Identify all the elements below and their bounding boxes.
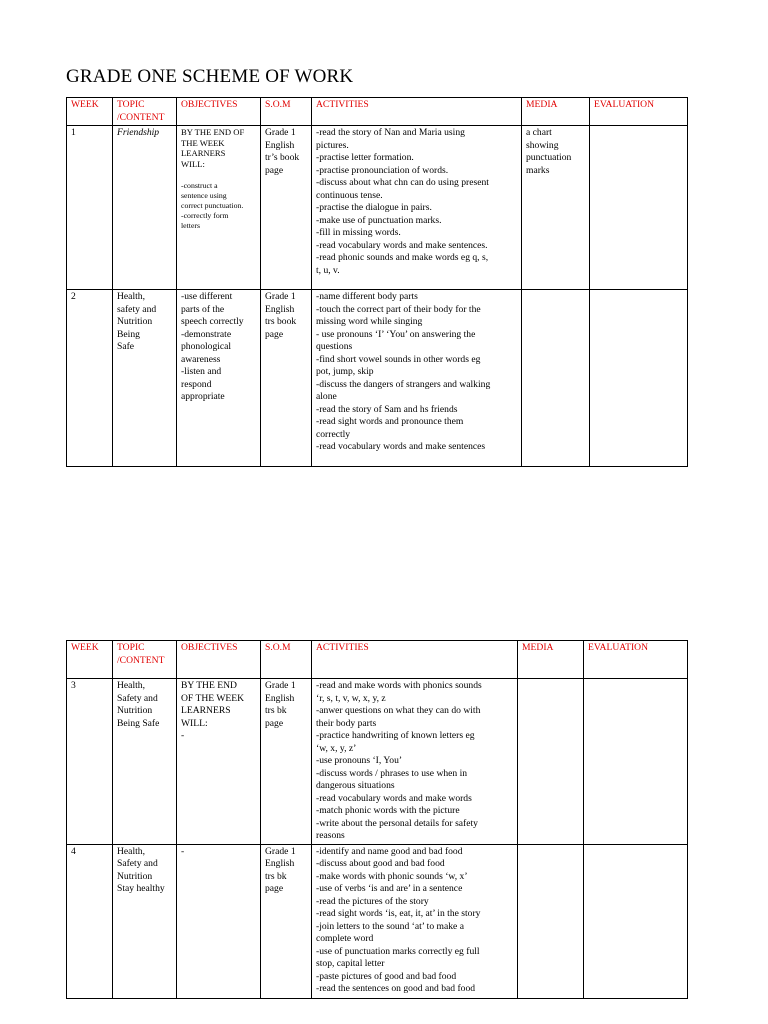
cell-line: their body parts bbox=[316, 717, 377, 729]
cell-line: -read the pictures of the story bbox=[316, 895, 429, 907]
cell-line: Health, bbox=[117, 680, 145, 691]
cell-line: dangerous situations bbox=[316, 780, 395, 791]
cell-line: Being bbox=[117, 328, 140, 340]
header-media: MEDIA bbox=[522, 98, 590, 126]
cell-line: Safe bbox=[117, 341, 135, 352]
cell-line: -match phonic words with the picture bbox=[316, 805, 460, 816]
header-evaluation: EVALUATION bbox=[584, 641, 688, 679]
cell-line: OF THE WEEK bbox=[181, 692, 245, 704]
cell-line: phonological bbox=[181, 341, 232, 352]
cell-line: -use different bbox=[181, 291, 233, 302]
cell-line: -name different body parts bbox=[316, 291, 418, 302]
cell-line: correct punctuation. bbox=[181, 201, 244, 210]
cell-line: speech correctly bbox=[181, 316, 244, 327]
cell-line: a chart bbox=[526, 127, 552, 138]
media-cell bbox=[518, 679, 584, 845]
objectives-cell bbox=[177, 290, 261, 467]
cell-line: BY THE END bbox=[181, 680, 237, 691]
table-row bbox=[67, 844, 688, 998]
cell-line: -read vocabulary words and make sentences bbox=[316, 441, 486, 452]
objectives-list bbox=[181, 181, 257, 231]
cell-line: ‘r, s, t, v, w, x, y, z bbox=[316, 692, 386, 704]
cell-line: -discuss words / phrases to use when in bbox=[316, 767, 468, 779]
cell-line: Grade 1 bbox=[265, 680, 296, 691]
som-cell bbox=[261, 844, 312, 998]
activities-cell bbox=[312, 679, 518, 845]
cell-line: trs bk bbox=[265, 705, 287, 716]
cell-line: Nutrition bbox=[117, 870, 153, 882]
topic-cell bbox=[113, 844, 177, 998]
header-week: WEEK bbox=[67, 641, 113, 679]
week-cell: 2 bbox=[67, 290, 113, 467]
cell-line: - bbox=[181, 845, 185, 857]
topic-cell bbox=[113, 679, 177, 845]
header-topic: TOPIC /CONTENT bbox=[113, 641, 177, 679]
cell-line: trs book bbox=[265, 316, 297, 327]
activities-cell bbox=[312, 844, 518, 998]
header-som: S.O.M bbox=[261, 98, 312, 126]
cell-line: continuous tense. bbox=[316, 189, 383, 201]
table-row bbox=[67, 290, 688, 467]
cell-line: sentence using bbox=[181, 191, 227, 200]
header-activities: ACTIVITIES bbox=[312, 98, 522, 126]
header-media: MEDIA bbox=[518, 641, 584, 679]
scheme-table-1 bbox=[66, 97, 688, 467]
cell-line: -write about the personal details for safety bbox=[316, 817, 478, 829]
cell-line: -touch the correct part of their body for the bbox=[316, 303, 481, 315]
cell-line: punctuation bbox=[526, 152, 572, 163]
cell-line: pot, jump, skip bbox=[316, 366, 374, 377]
header-evaluation: EVALUATION bbox=[590, 98, 688, 126]
cell-line: BY THE END OF bbox=[181, 127, 245, 137]
header-topic: TOPIC /CONTENT bbox=[113, 98, 177, 126]
cell-line: -join letters to the sound ‘at’ to make a bbox=[316, 920, 464, 932]
cell-line: -practise letter formation. bbox=[316, 152, 414, 163]
cell-line: -correctly form bbox=[181, 211, 229, 220]
cell-line: -demonstrate bbox=[181, 328, 232, 340]
cell-line: -discuss about what chn can do using present bbox=[316, 177, 489, 188]
cell-line: stop, capital letter bbox=[316, 958, 385, 969]
cell-line: -read sight words ‘is, eat, it, at’ in the story bbox=[316, 908, 481, 919]
cell-line: Grade 1 bbox=[265, 845, 296, 857]
cell-line: reasons bbox=[316, 830, 345, 841]
cell-line: -use pronouns ‘I, You’ bbox=[316, 755, 403, 766]
cell-line: -listen and bbox=[181, 366, 222, 377]
media-cell bbox=[522, 126, 590, 290]
cell-line: English bbox=[265, 692, 295, 704]
cell-line: LEARNERS bbox=[181, 148, 226, 158]
week-cell: 3 bbox=[67, 679, 113, 845]
cell-line: ‘w, x, y, z’ bbox=[316, 742, 357, 754]
cell-line: Safety and bbox=[117, 858, 158, 869]
header-row bbox=[67, 641, 688, 679]
cell-line: -read the sentences on good and bad food bbox=[316, 983, 476, 994]
media-cell bbox=[518, 844, 584, 998]
activities-cell bbox=[312, 126, 522, 290]
evaluation-cell bbox=[590, 126, 688, 290]
cell-line: -practise the dialogue in pairs. bbox=[316, 202, 432, 213]
cell-line: pictures. bbox=[316, 139, 349, 151]
cell-line: - use pronouns ‘I’ ‘You’ on answering the bbox=[316, 328, 476, 340]
media-cell bbox=[522, 290, 590, 467]
evaluation-cell bbox=[584, 844, 688, 998]
cell-line: -identify and name good and bad food bbox=[316, 845, 463, 857]
cell-line: safety and bbox=[117, 303, 157, 315]
cell-line: -find short vowel sounds in other words eg bbox=[316, 353, 481, 365]
cell-line: page bbox=[265, 883, 284, 894]
cell-line: respond bbox=[181, 378, 212, 390]
cell-line: parts of the bbox=[181, 303, 225, 315]
cell-line: -practice handwriting of known letters eg bbox=[316, 730, 475, 741]
cell-line: trs bk bbox=[265, 870, 287, 882]
header-activities: ACTIVITIES bbox=[312, 641, 518, 679]
activities-cell bbox=[312, 290, 522, 467]
cell-line: complete word bbox=[316, 933, 374, 944]
cell-line: THE WEEK bbox=[181, 137, 225, 148]
cell-line: Nutrition bbox=[117, 316, 153, 327]
som-cell bbox=[261, 126, 312, 290]
cell-line: Grade 1 bbox=[265, 127, 296, 138]
cell-line: Grade 1 bbox=[265, 291, 296, 302]
cell-line: tr’s book bbox=[265, 152, 300, 163]
cell-line: -construct a bbox=[181, 181, 218, 190]
cell-line: - bbox=[181, 730, 185, 741]
cell-line: English bbox=[265, 858, 295, 869]
header-week: WEEK bbox=[67, 98, 113, 126]
cell-line: -make words with phonic sounds ‘w, x’ bbox=[316, 870, 468, 882]
cell-line: LEARNERS bbox=[181, 705, 231, 716]
cell-line: -discuss the dangers of strangers and walking bbox=[316, 378, 491, 390]
objectives-cell bbox=[177, 126, 261, 290]
cell-line: -use of punctuation marks correctly eg full bbox=[316, 945, 480, 957]
som-cell bbox=[261, 290, 312, 467]
cell-line: -read vocabulary words and make sentences. bbox=[316, 239, 488, 251]
cell-line: -use of verbs ‘is and are’ in a sentence bbox=[316, 883, 463, 894]
cell-line: Health, bbox=[117, 291, 145, 302]
cell-line: alone bbox=[316, 391, 337, 402]
week-cell: 4 bbox=[67, 844, 113, 998]
header-objectives: OBJECTIVES bbox=[177, 98, 261, 126]
scheme-table-2 bbox=[66, 640, 688, 999]
objectives-cell bbox=[177, 844, 261, 998]
topic-cell bbox=[113, 290, 177, 467]
cell-line: -fill in missing words. bbox=[316, 227, 401, 238]
cell-line: -read the story of Nan and Maria using bbox=[316, 127, 465, 138]
cell-line: -read vocabulary words and make words bbox=[316, 792, 472, 804]
topic-cell bbox=[113, 126, 177, 290]
cell-line: t, u, v. bbox=[316, 264, 340, 276]
cell-line: page bbox=[265, 328, 284, 340]
cell-line: -make use of punctuation marks. bbox=[316, 214, 442, 226]
header-som: S.O.M bbox=[261, 641, 312, 679]
cell-line: awareness bbox=[181, 353, 221, 365]
cell-line: showing bbox=[526, 139, 559, 151]
cell-line: -read the story of Sam and hs friends bbox=[316, 403, 458, 415]
cell-line: appropriate bbox=[181, 391, 225, 402]
cell-line: WILL: bbox=[181, 158, 205, 169]
cell-line: questions bbox=[316, 341, 353, 352]
cell-line: English bbox=[265, 139, 295, 151]
page-title: GRADE ONE SCHEME OF WORK bbox=[66, 66, 354, 87]
cell-line: WILL: bbox=[181, 717, 208, 729]
cell-line: correctly bbox=[316, 428, 351, 440]
cell-line: -discuss about good and bad food bbox=[316, 858, 445, 869]
cell-line: marks bbox=[526, 164, 550, 176]
evaluation-cell bbox=[584, 679, 688, 845]
cell-line: -read sight words and pronounce them bbox=[316, 416, 464, 427]
objectives-heading bbox=[181, 127, 257, 169]
cell-line: -anwer questions on what they can do with bbox=[316, 705, 481, 716]
cell-line: -paste pictures of good and bad food bbox=[316, 970, 457, 982]
cell-line: letters bbox=[181, 221, 201, 230]
table-row bbox=[67, 679, 688, 845]
cell-line: -read phonic sounds and make words eg q, s, bbox=[316, 252, 489, 263]
cell-line: Friendship bbox=[117, 127, 160, 138]
cell-line: Nutrition bbox=[117, 705, 153, 716]
cell-line: page bbox=[265, 164, 284, 176]
cell-line: missing word while singing bbox=[316, 316, 423, 327]
cell-line: Being Safe bbox=[117, 717, 160, 729]
cell-line: Health, bbox=[117, 845, 145, 857]
som-cell bbox=[261, 679, 312, 845]
cell-line: English bbox=[265, 303, 295, 315]
cell-line: -practise pronounciation of words. bbox=[316, 164, 449, 176]
cell-line: -read and make words with phonics sounds bbox=[316, 680, 482, 691]
objectives-cell bbox=[177, 679, 261, 845]
evaluation-cell bbox=[590, 290, 688, 467]
header-row bbox=[67, 98, 688, 126]
week-cell: 1 bbox=[67, 126, 113, 290]
cell-line: Safety and bbox=[117, 692, 158, 704]
cell-line: Stay healthy bbox=[117, 883, 165, 894]
header-objectives: OBJECTIVES bbox=[177, 641, 261, 679]
cell-line: page bbox=[265, 717, 284, 729]
table-row bbox=[67, 126, 688, 290]
